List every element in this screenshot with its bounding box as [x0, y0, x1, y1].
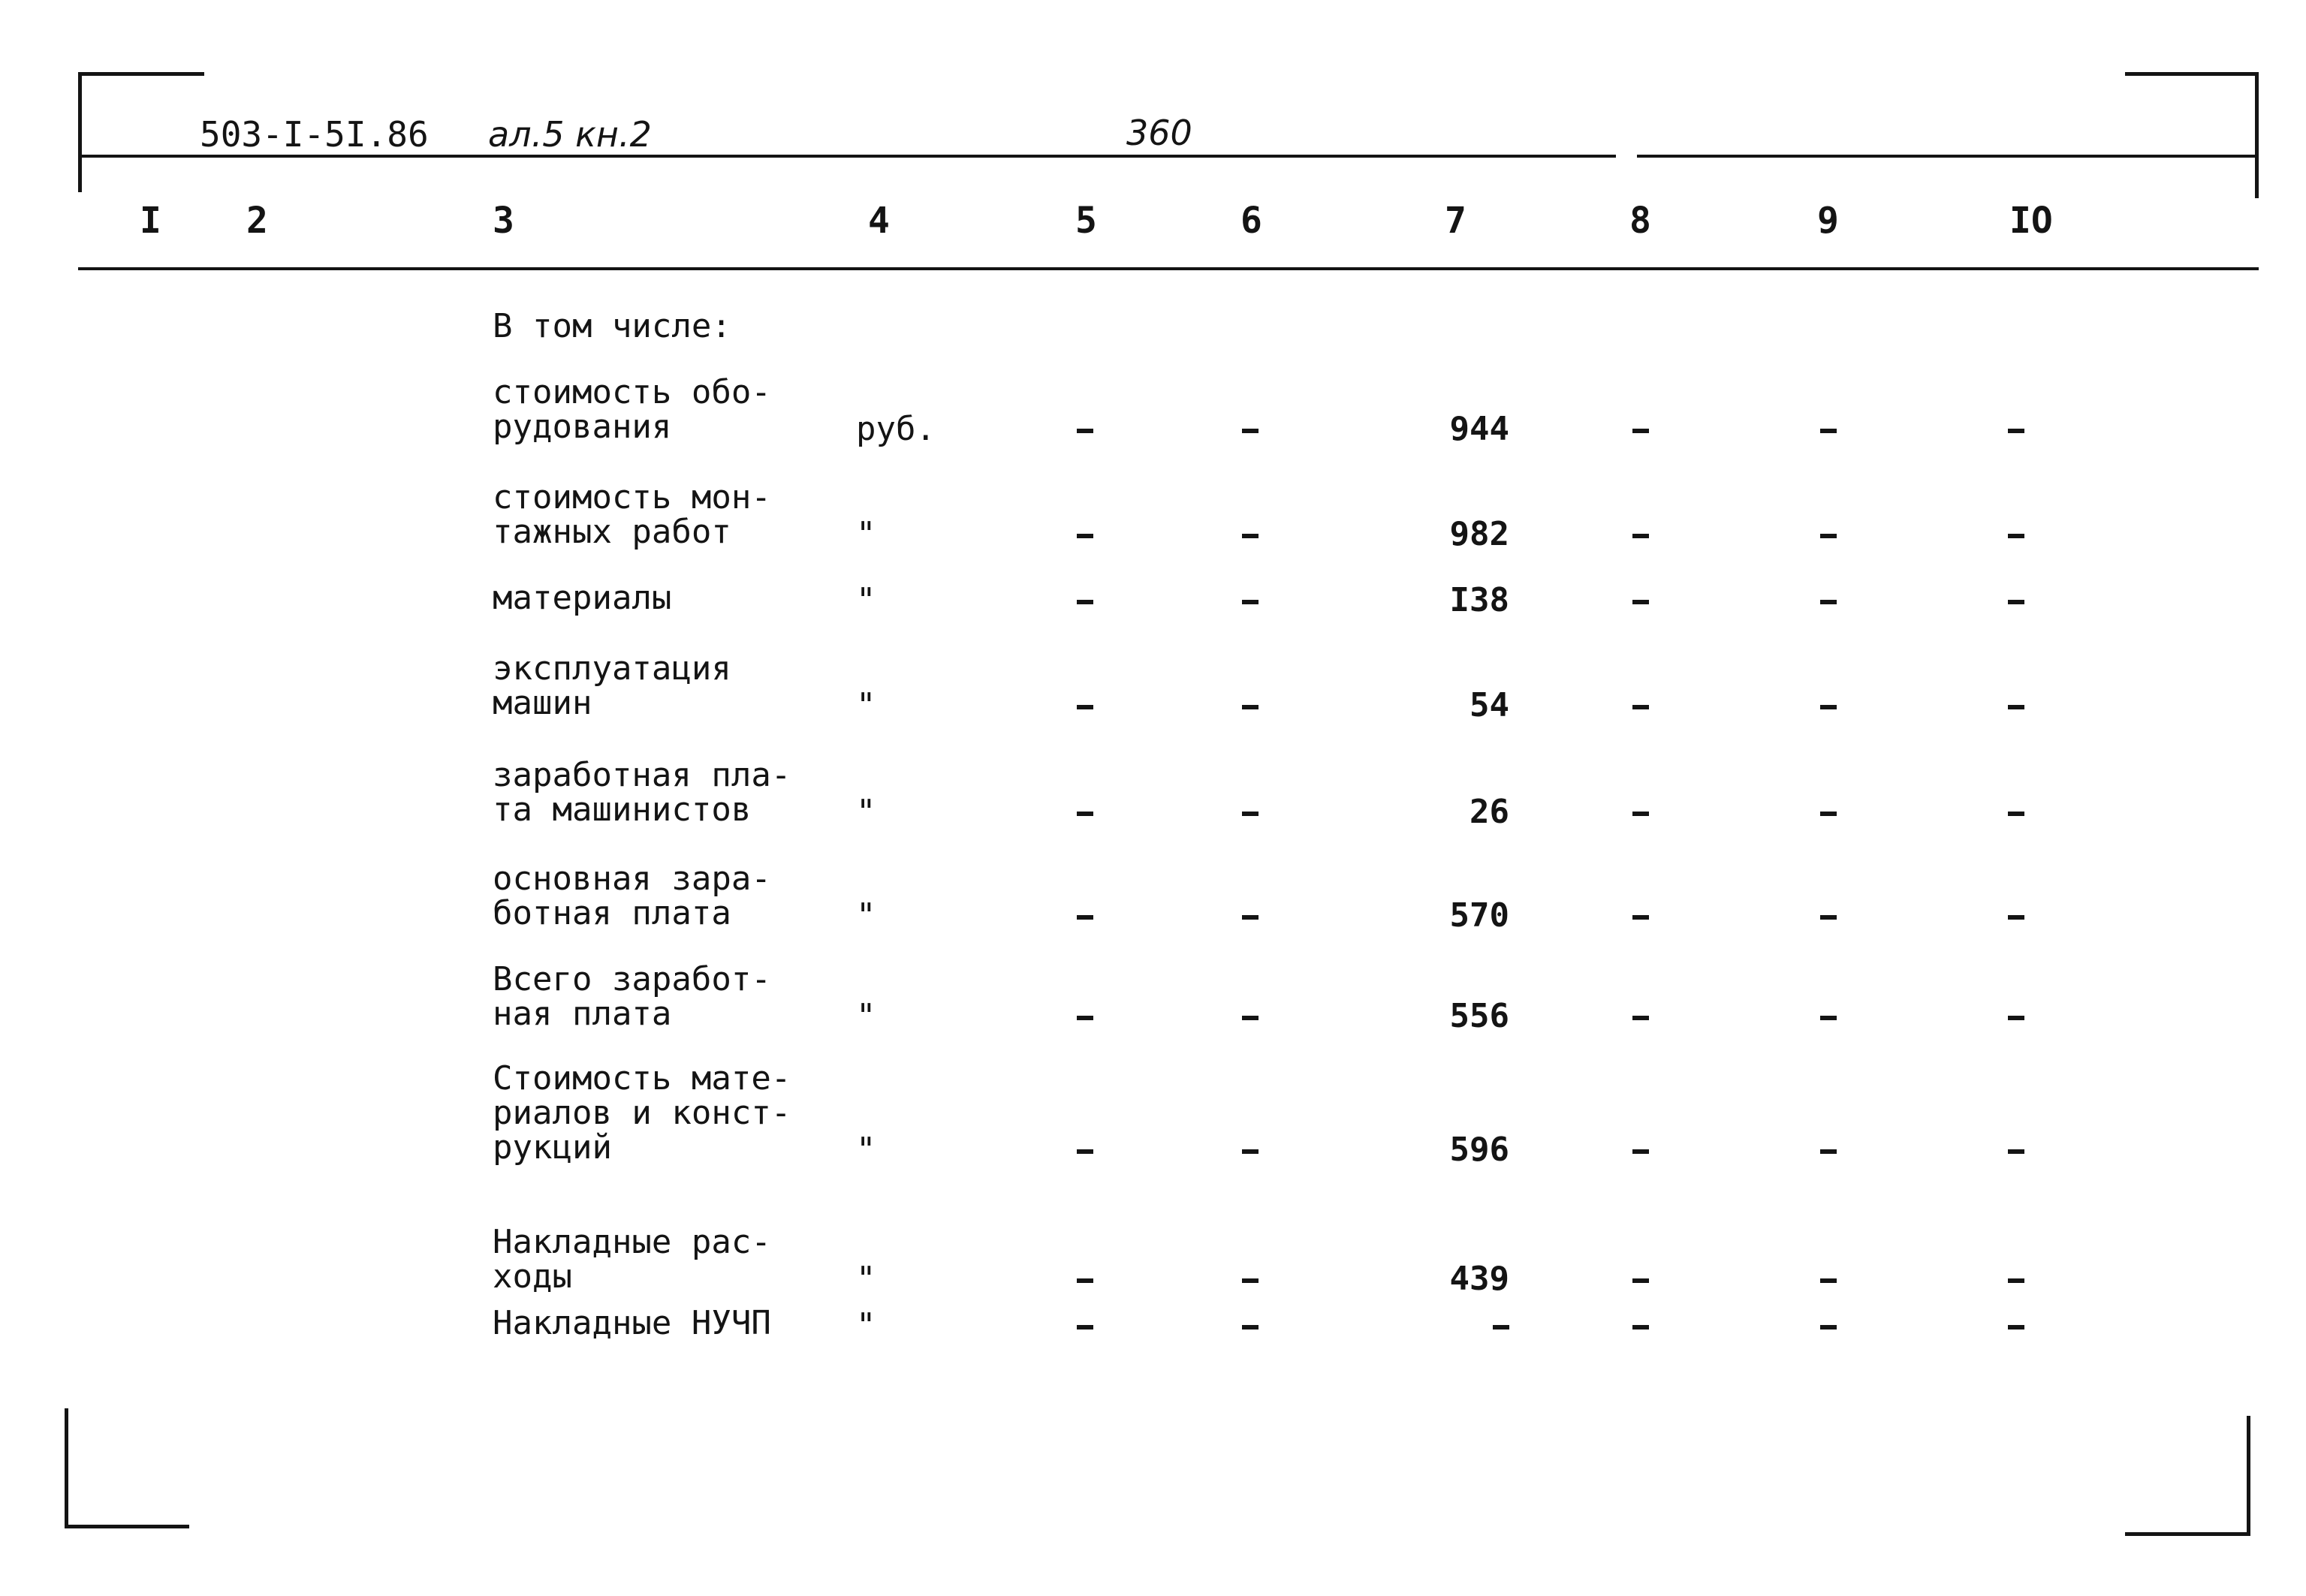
dash-mark [1242, 1278, 1259, 1283]
dash-mark [1077, 812, 1093, 816]
dash-mark [1077, 600, 1093, 604]
cell-c9 [1802, 1131, 1855, 1169]
column-header-3: 3 [493, 200, 514, 242]
dash-mark [1242, 1149, 1259, 1154]
column-header-5: 5 [1075, 200, 1097, 242]
dash-mark [1632, 600, 1649, 604]
row-label: Всего заработ- ная плата [493, 960, 771, 1033]
cell-c7: 556 [1449, 997, 1509, 1035]
frame-top-left-h [78, 72, 204, 76]
cell-unit: " [856, 793, 876, 831]
cell-c10 [1990, 1131, 2042, 1169]
cell-c5 [1059, 1131, 1111, 1169]
column-header-1: I [140, 200, 161, 242]
cell-unit: " [856, 1260, 876, 1298]
cell-c5 [1059, 997, 1111, 1035]
column-header-7: 7 [1445, 200, 1466, 242]
column-header-9: 9 [1817, 200, 1839, 242]
cell-unit: руб. [856, 410, 936, 448]
cell-c6 [1224, 1306, 1277, 1345]
cell-c8 [1614, 581, 1667, 619]
cell-c6 [1224, 410, 1277, 448]
cell-c6 [1224, 793, 1277, 831]
cell-c8 [1614, 515, 1667, 553]
cell-c6 [1224, 896, 1277, 935]
column-header-6: 6 [1240, 200, 1262, 242]
dash-mark [1242, 812, 1259, 816]
cell-unit: " [856, 896, 876, 935]
cell-c5 [1059, 515, 1111, 553]
cell-c9 [1802, 410, 1855, 448]
cell-c6 [1224, 515, 1277, 553]
row-label: Накладные НУЧП [493, 1304, 771, 1342]
frame-bottom-left-h [65, 1525, 189, 1528]
dash-mark [1820, 1016, 1837, 1020]
row-label: заработная пла- та машинистов [493, 756, 791, 829]
cell-c9 [1802, 1306, 1855, 1345]
dash-mark [1242, 1016, 1259, 1020]
dash-mark [1632, 1149, 1649, 1154]
dash-mark [2008, 429, 2024, 433]
cell-c5 [1059, 1306, 1111, 1345]
dash-mark [1820, 705, 1837, 709]
column-header-rule [78, 267, 2259, 270]
dash-mark [1242, 1325, 1259, 1329]
cell-c8 [1614, 1131, 1667, 1169]
cell-c9 [1802, 793, 1855, 831]
cell-c10 [1990, 410, 2042, 448]
dash-mark [2008, 534, 2024, 538]
cell-c8 [1614, 410, 1667, 448]
cell-c9 [1802, 997, 1855, 1035]
dash-mark [1820, 429, 1837, 433]
cell-c10 [1990, 515, 2042, 553]
dash-mark [1632, 429, 1649, 433]
dash-mark [2008, 1278, 2024, 1283]
cell-c6 [1224, 1131, 1277, 1169]
dash-mark [1077, 915, 1093, 920]
cell-c7: 439 [1449, 1260, 1509, 1298]
dash-mark [1820, 915, 1837, 920]
dash-mark [1632, 705, 1649, 709]
cell-c5 [1059, 581, 1111, 619]
album-note: ал.5 кн.2 [488, 114, 652, 155]
dash-mark [2008, 705, 2024, 709]
cell-c8 [1614, 997, 1667, 1035]
dash-mark [1820, 1149, 1837, 1154]
dash-mark [1820, 534, 1837, 538]
cell-c6 [1224, 997, 1277, 1035]
dash-mark [1820, 1325, 1837, 1329]
cell-c7: 596 [1449, 1131, 1509, 1169]
cell-c7: 570 [1449, 896, 1509, 935]
dash-mark [1632, 1325, 1649, 1329]
cell-c8 [1614, 793, 1667, 831]
dash-mark [1632, 1016, 1649, 1020]
cell-c9 [1802, 686, 1855, 724]
header-rule-right [1637, 155, 2259, 158]
document-code: 503-I-5I.86 [200, 114, 429, 155]
cell-c5 [1059, 410, 1111, 448]
cell-c9 [1802, 515, 1855, 553]
dash-mark [2008, 600, 2024, 604]
cell-c5 [1059, 686, 1111, 724]
cell-c5 [1059, 1260, 1111, 1298]
dash-mark [1077, 1149, 1093, 1154]
dash-mark [2008, 915, 2024, 920]
dash-mark [1242, 429, 1259, 433]
dash-mark [1242, 534, 1259, 538]
cell-c7: I38 [1449, 581, 1509, 619]
row-label: основная зара- ботная плата [493, 860, 771, 932]
row-label: материалы [493, 579, 672, 617]
dash-mark [1077, 429, 1093, 433]
dash-mark [1077, 534, 1093, 538]
frame-bottom-right-v [2247, 1416, 2250, 1536]
column-header-8: 8 [1629, 200, 1651, 242]
frame-bottom-right-h [2125, 1532, 2250, 1536]
cell-c10 [1990, 896, 2042, 935]
row-label: стоимость обо- рудования [493, 373, 771, 446]
cell-c10 [1990, 793, 2042, 831]
dash-mark [1632, 812, 1649, 816]
cell-unit: " [856, 1306, 876, 1345]
cell-unit: " [856, 686, 876, 724]
cell-c10 [1990, 997, 2042, 1035]
dash-mark [1493, 1325, 1509, 1329]
cell-c5 [1059, 793, 1111, 831]
cell-c8 [1614, 896, 1667, 935]
cell-c7: 26 [1470, 793, 1509, 831]
column-header-2: 2 [246, 200, 268, 242]
cell-unit: " [856, 997, 876, 1035]
cell-c10 [1990, 1306, 2042, 1345]
cell-unit: " [856, 515, 876, 553]
cell-unit: " [856, 581, 876, 619]
cell-c7 [1427, 1306, 1509, 1345]
cell-c7: 54 [1470, 686, 1509, 724]
cell-c5 [1059, 896, 1111, 935]
frame-top-right-h [2125, 72, 2259, 76]
cell-c9 [1802, 581, 1855, 619]
dash-mark [1632, 915, 1649, 920]
dash-mark [1242, 600, 1259, 604]
row-label: Стоимость мате- риалов и конст- рукций [493, 1059, 791, 1167]
row-label: Накладные рас- ходы [493, 1223, 771, 1296]
dash-mark [1077, 1325, 1093, 1329]
dash-mark [1820, 1278, 1837, 1283]
cell-c6 [1224, 1260, 1277, 1298]
row-label: эксплуатация машин [493, 649, 731, 722]
dash-mark [1242, 705, 1259, 709]
frame-top-left-v [78, 72, 82, 192]
cell-c10 [1990, 686, 2042, 724]
cell-c9 [1802, 1260, 1855, 1298]
dash-mark [2008, 1325, 2024, 1329]
dash-mark [1242, 915, 1259, 920]
dash-mark [2008, 812, 2024, 816]
cell-c8 [1614, 1260, 1667, 1298]
row-label: стоимость мон- тажных работ [493, 478, 771, 551]
cell-c8 [1614, 1306, 1667, 1345]
cell-c6 [1224, 581, 1277, 619]
dash-mark [1632, 1278, 1649, 1283]
dash-mark [1820, 812, 1837, 816]
column-header-4: 4 [868, 200, 890, 242]
dash-mark [1077, 705, 1093, 709]
cell-c7: 944 [1449, 410, 1509, 448]
cell-c10 [1990, 1260, 2042, 1298]
dash-mark [1820, 600, 1837, 604]
column-header-10: IO [2009, 200, 2053, 242]
dash-mark [2008, 1149, 2024, 1154]
section-label: В том числе: [493, 307, 731, 345]
cell-c10 [1990, 581, 2042, 619]
dash-mark [2008, 1016, 2024, 1020]
cell-c7: 982 [1449, 515, 1509, 553]
dash-mark [1632, 534, 1649, 538]
frame-top-right-v [2255, 72, 2259, 198]
cell-c8 [1614, 686, 1667, 724]
dash-mark [1077, 1278, 1093, 1283]
dash-mark [1077, 1016, 1093, 1020]
cell-c6 [1224, 686, 1277, 724]
page-number: 360 [1126, 113, 1192, 153]
header-rule [78, 155, 1616, 158]
cell-c9 [1802, 896, 1855, 935]
frame-bottom-left-v [65, 1408, 68, 1528]
cell-unit: " [856, 1131, 876, 1169]
